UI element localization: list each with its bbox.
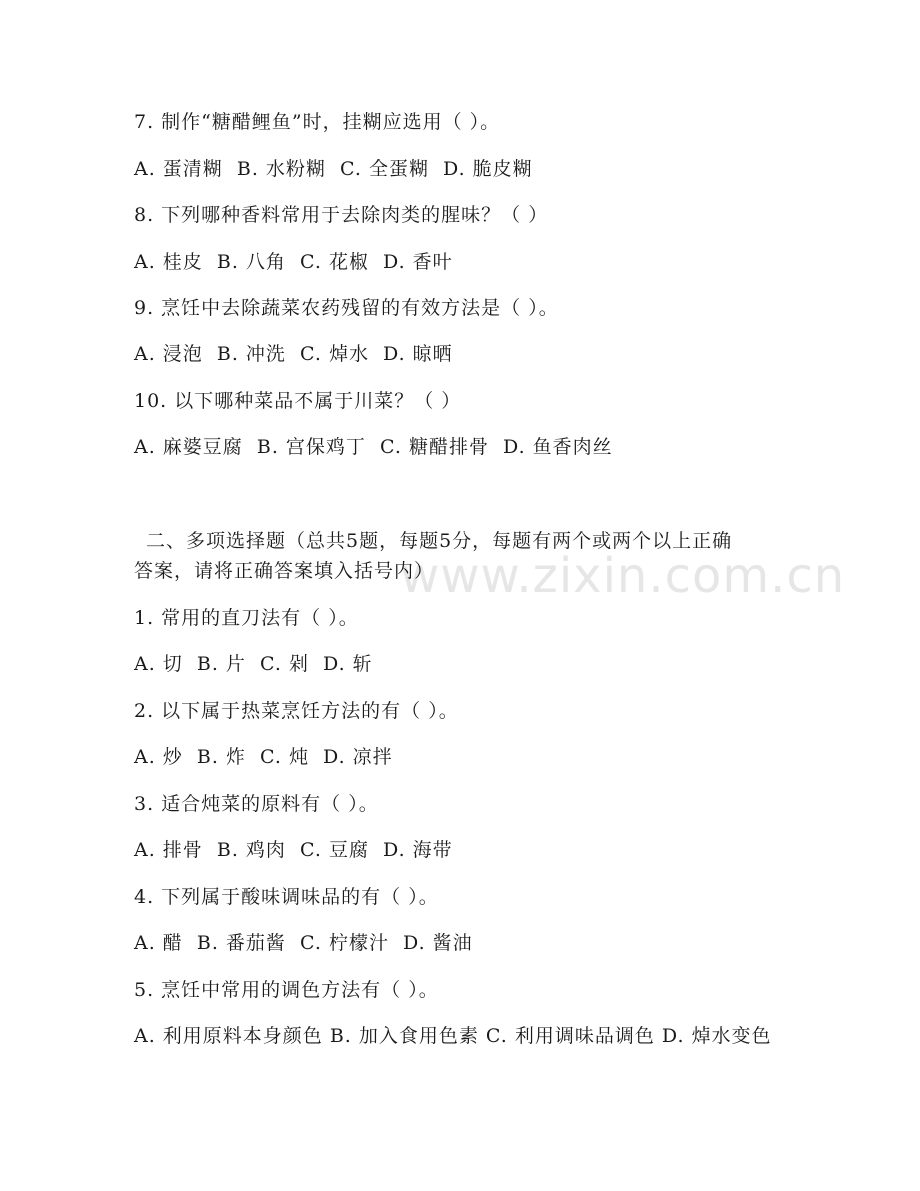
- question-9: 9. 烹饪中去除蔬菜农药残留的有效方法是（ ）。: [134, 297, 559, 319]
- question-9-options: A. 浸泡 B. 冲洗 C. 焯水 D. 晾晒: [134, 343, 453, 365]
- section-heading-line-1: 二、多项选择题（总共5题，每题5分，每题有两个或两个以上正确: [146, 530, 733, 552]
- question-8: 8. 下列哪种香料常用于去除肉类的腥味？（ ）: [134, 204, 549, 226]
- multi-question-1-options: A. 切 B. 片 C. 剁 D. 斩: [134, 653, 373, 675]
- multi-question-5: 5. 烹饪中常用的调色方法有（ ）。: [134, 979, 439, 1001]
- multi-question-3-options: A. 排骨 B. 鸡肉 C. 豆腐 D. 海带: [134, 839, 453, 861]
- question-7-options: A. 蛋清糊 B. 水粉糊 C. 全蛋糊 D. 脆皮糊: [134, 158, 533, 180]
- question-10-options: A. 麻婆豆腐 B. 宫保鸡丁 C. 糖醋排骨 D. 鱼香肉丝: [134, 436, 613, 458]
- question-8-options: A. 桂皮 B. 八角 C. 花椒 D. 香叶: [134, 251, 453, 273]
- multi-question-2-options: A. 炒 B. 炸 C. 炖 D. 凉拌: [134, 746, 393, 768]
- section-heading-line-2: 答案，请将正确答案填入括号内）: [134, 560, 435, 582]
- multi-question-1: 1. 常用的直刀法有（ ）。: [134, 607, 359, 629]
- watermark: www.zixin.com.cn: [400, 548, 846, 604]
- multi-question-2: 2. 以下属于热菜烹饪方法的有（ ）。: [134, 700, 459, 722]
- question-7: 7. 制作“糖醋鲤鱼”时，挂糊应选用（ ）。: [134, 111, 501, 133]
- question-10: 10. 以下哪种菜品不属于川菜？（ ）: [134, 390, 462, 412]
- multi-question-4: 4. 下列属于酸味调味品的有（ ）。: [134, 886, 439, 908]
- multi-question-5-options: A. 利用原料本身颜色 B. 加入食用色素 C. 利用调味品调色 D. 焯水变色: [134, 1025, 772, 1047]
- multi-question-4-options: A. 醋 B. 番茄酱 C. 柠檬汁 D. 酱油: [134, 932, 473, 954]
- multi-question-3: 3. 适合炖菜的原料有（ ）。: [134, 793, 379, 815]
